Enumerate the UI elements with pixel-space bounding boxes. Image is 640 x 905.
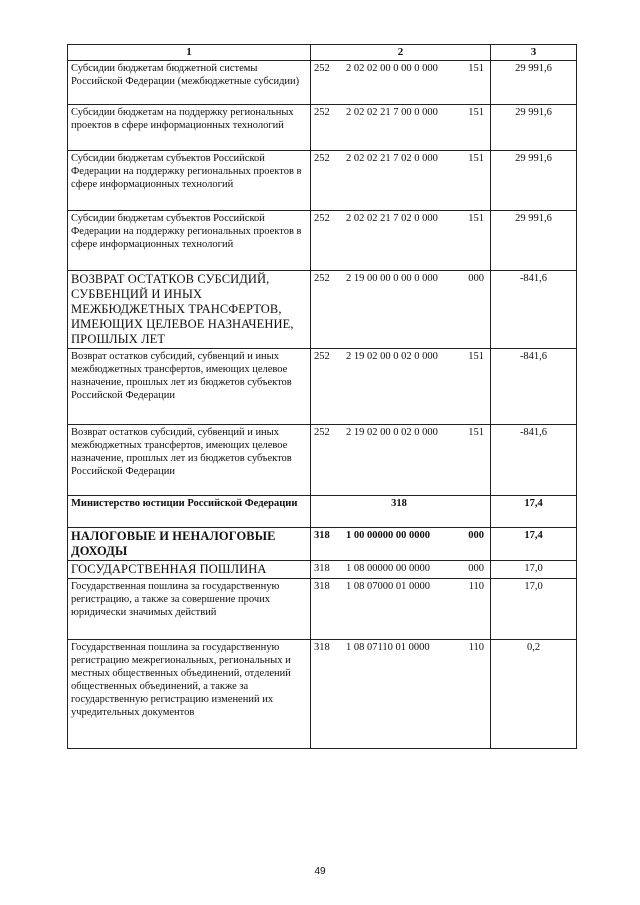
budget-code: 1 00 00000 00 0000 [346, 530, 430, 541]
subtype-code: 151 [468, 427, 484, 438]
row-amount: 0,2 [491, 640, 577, 749]
subtype-code: 151 [468, 107, 484, 118]
row-description: Субсидии бюджетам на поддержку региональных проектов в сфере информационных технологий [68, 105, 311, 151]
table-row [68, 61, 577, 105]
row-code-cell [311, 211, 491, 271]
budget-code: 2 02 02 21 7 02 0 000 [346, 153, 438, 164]
admin-code: 252 [314, 351, 330, 362]
row-code-cell [311, 528, 491, 561]
admin-code: 252 [314, 107, 330, 118]
row-description: Субсидии бюджетам субъектов Российской Федерации на поддержку региональных проектов в сфере информационных технологий [68, 151, 311, 211]
header-row [68, 45, 577, 61]
header-col-2: 2 [311, 45, 491, 61]
table-row [68, 561, 577, 579]
row-amount: -841,6 [491, 425, 577, 496]
subtype-code: 151 [468, 213, 484, 224]
row-amount: 17,4 [491, 496, 577, 528]
ministry-code: 318 [311, 496, 491, 528]
budget-code: 2 02 02 21 7 02 0 000 [346, 213, 438, 224]
row-code-cell [311, 640, 491, 749]
admin-code: 252 [314, 273, 330, 284]
row-amount: 29 991,6 [491, 61, 577, 105]
subtype-code: 110 [468, 642, 484, 653]
table-row [68, 579, 577, 640]
admin-code: 252 [314, 427, 330, 438]
row-code-cell [311, 349, 491, 425]
header-col-1: 1 [68, 45, 311, 61]
row-description: Возврат остатков субсидий, субвенций и иных межбюджетных трансфертов, имеющих целевое назначение, прошлых лет из бюджетов субъектов Российской Федерации [68, 349, 311, 425]
row-description: ГОСУДАРСТВЕННАЯ ПОШЛИНА [68, 561, 311, 579]
table-row [68, 211, 577, 271]
subtype-code: 000 [468, 530, 484, 541]
row-amount: 29 991,6 [491, 151, 577, 211]
admin-code: 252 [314, 213, 330, 224]
page-number: 49 [314, 866, 326, 877]
subtype-code: 110 [468, 581, 484, 592]
table-row [68, 105, 577, 151]
row-code-cell [311, 579, 491, 640]
row-amount: 17,0 [491, 579, 577, 640]
budget-code: 2 19 02 00 0 02 0 000 [346, 427, 438, 438]
admin-code: 318 [314, 642, 330, 653]
row-code-cell [311, 561, 491, 579]
row-amount: 29 991,6 [491, 105, 577, 151]
row-description: Государственная пошлина за государственную регистрацию межрегиональных, региональных и местных общественных объединений, отделений общественных объединений, а также за государственную регистрацию изменений их учредительных документов [68, 640, 311, 749]
header-col-3: 3 [491, 45, 577, 61]
row-description: Государственная пошлина за государственную регистрацию, а также за совершение прочих юридически значимых действий [68, 579, 311, 640]
row-description: ВОЗВРАТ ОСТАТКОВ СУБСИДИЙ, СУБВЕНЦИЙ И ИНЫХ МЕЖБЮДЖЕТНЫХ ТРАНСФЕРТОВ, ИМЕЮЩИХ ЦЕЛЕВОЕ НАЗНАЧЕНИЕ, ПРОШЛЫХ ЛЕТ [68, 271, 311, 349]
table-row [68, 496, 577, 528]
row-description: Субсидии бюджетам бюджетной системы Российской Федерации (межбюджетные субсидии) [68, 61, 311, 105]
budget-code: 1 08 07000 01 0000 [346, 581, 430, 592]
budget-table [67, 44, 577, 749]
subtype-code: 000 [468, 273, 484, 284]
admin-code: 318 [314, 563, 330, 574]
row-amount: 17,0 [491, 561, 577, 579]
row-description: НАЛОГОВЫЕ И НЕНАЛОГОВЫЕ ДОХОДЫ [68, 528, 311, 561]
subtype-code: 151 [468, 351, 484, 362]
row-code-cell [311, 151, 491, 211]
row-code-cell [311, 425, 491, 496]
admin-code: 318 [314, 530, 330, 541]
admin-code: 252 [314, 63, 330, 74]
subtype-code: 000 [468, 563, 484, 574]
subtype-code: 151 [468, 63, 484, 74]
budget-code: 1 08 00000 00 0000 [346, 563, 430, 574]
row-amount: -841,6 [491, 349, 577, 425]
table-row [68, 425, 577, 496]
budget-code: 2 19 00 00 0 00 0 000 [346, 273, 438, 284]
row-description: Министерство юстиции Российской Федерации [68, 496, 311, 528]
row-code-cell [311, 271, 491, 349]
table-row [68, 528, 577, 561]
table-row [68, 640, 577, 749]
budget-code: 1 08 07110 01 0000 [346, 642, 430, 653]
row-description: Возврат остатков субсидий, субвенций и иных межбюджетных трансфертов, имеющих целевое назначение, прошлых лет из бюджетов субъектов Российской Федерации [68, 425, 311, 496]
budget-code: 2 02 02 21 7 00 0 000 [346, 107, 438, 118]
row-description: Субсидии бюджетам субъектов Российской Федерации на поддержку региональных проектов в сфере информационных технологий [68, 211, 311, 271]
row-code-cell [311, 61, 491, 105]
budget-code: 2 19 02 00 0 02 0 000 [346, 351, 438, 362]
row-amount: -841,6 [491, 271, 577, 349]
table-row [68, 151, 577, 211]
table-row [68, 349, 577, 425]
table-row [68, 271, 577, 349]
row-code-cell [311, 105, 491, 151]
row-amount: 29 991,6 [491, 211, 577, 271]
row-amount: 17,4 [491, 528, 577, 561]
admin-code: 318 [314, 581, 330, 592]
budget-code: 2 02 02 00 0 00 0 000 [346, 63, 438, 74]
admin-code: 252 [314, 153, 330, 164]
subtype-code: 151 [468, 153, 484, 164]
